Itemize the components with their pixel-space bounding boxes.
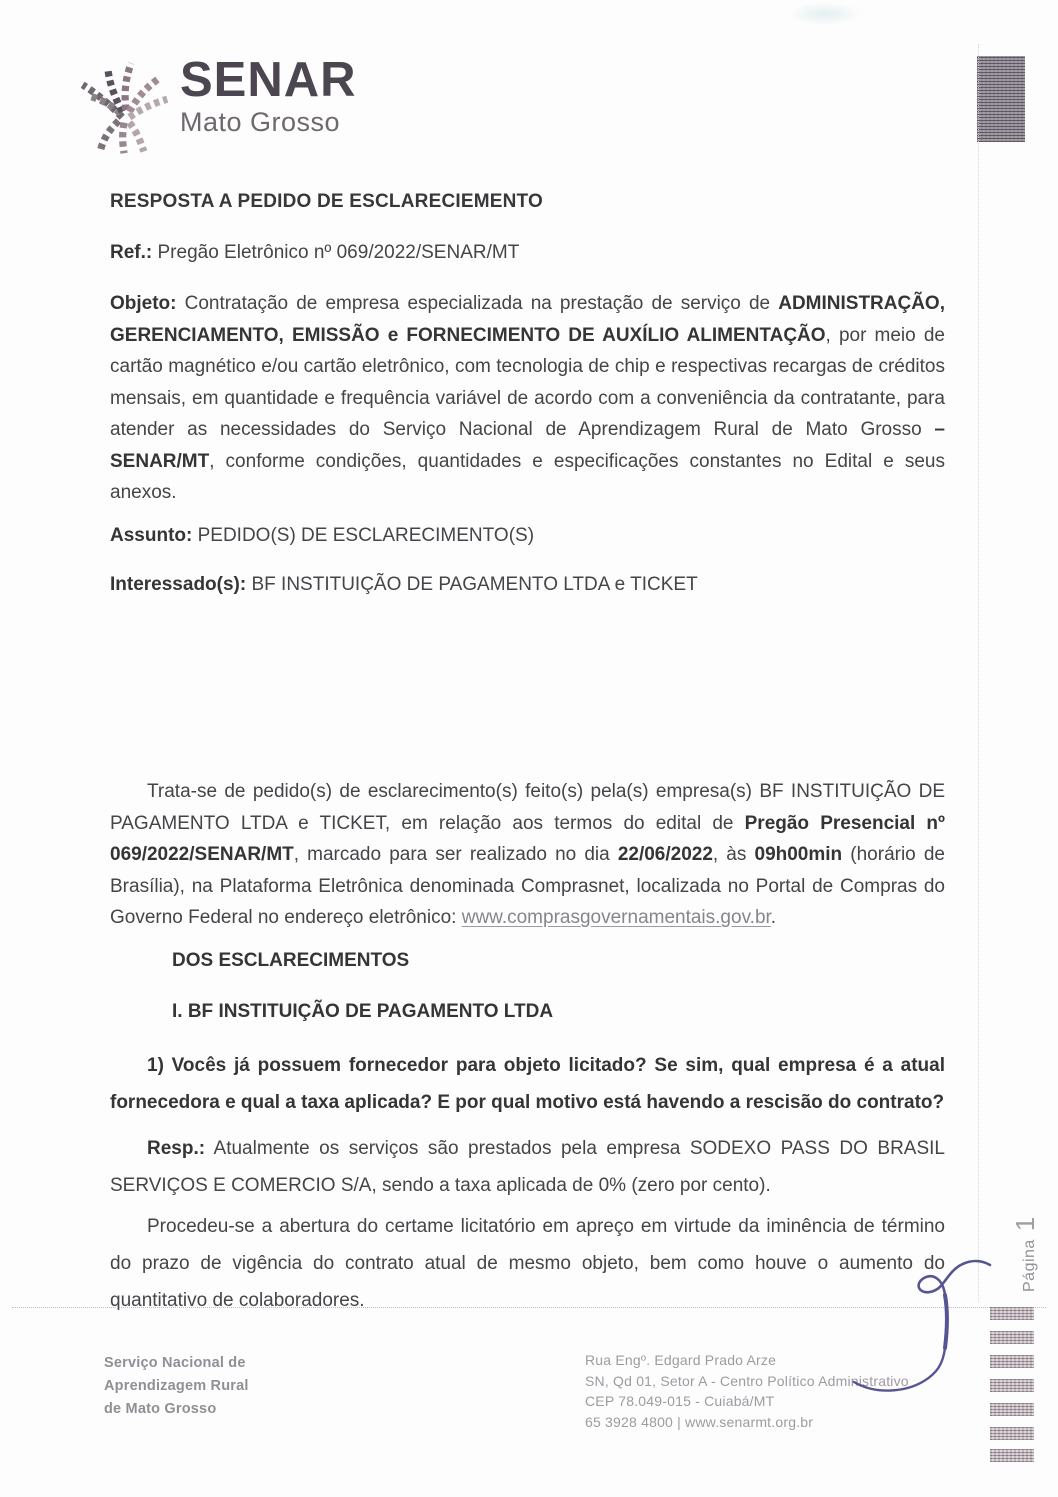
text-segment: , conforme condições, quantidades e especificações constantes no Edital e seus anexos. [110, 450, 945, 503]
text-segment: . [770, 907, 777, 928]
text-segment: Resp.: [147, 1138, 206, 1159]
barcode-stripe [990, 1307, 1034, 1320]
senar-wheat-icon [70, 46, 178, 156]
footer-organization [104, 1352, 249, 1421]
footer-address-line: CEP 78.049-015 - Cuiabá/MT [585, 1393, 775, 1409]
text-segment: BF INSTITUIÇÃO DE PAGAMENTO LTDA e TICKET [246, 574, 698, 595]
barcode-stripe [990, 1331, 1034, 1344]
section-heading-esclarecimentos: DOS ESCLARECIMENTOS [172, 950, 410, 971]
text-segment: , às [712, 844, 755, 865]
text-segment: Trata-se de pedido(s) de esclarecimento(s) feito(s) pela(s) empresa(s) BF INSTITUIÇÃO DE PAGAMENTO LTDA e TICKET, em relação aos termos do edital de [110, 781, 945, 834]
scan-smudge-artifact [788, 2, 862, 26]
footer-address-line: Rua Engº. Edgard Prado Arze [585, 1352, 777, 1368]
text-segment: Interessado(s): [110, 574, 247, 595]
text-segment: , por meio de cartão magnético e/ou cartão eletrônico, com tecnologia de chip e respectivas recargas de créditos mensais, em quantidade e frequência variável de acordo com a conveniência da contratante, para atender as necessidades do Serviço Nacional de Aprendizagem Rural de Mato Grosso [110, 324, 945, 440]
text-segment: Atualmente os serviços são prestados pela empresa SODEXO PASS DO BRASIL SERVIÇOS E COMERCIO S/A, sendo a taxa aplicada de 0% (zero por cento). [110, 1138, 945, 1196]
document-title: RESPOSTA A PEDIDO DE ESCLARECIEMENTO [110, 191, 543, 212]
scan-edge-dotted-line [978, 44, 979, 1302]
dotted-separator-line [12, 1307, 1046, 1308]
text-segment: – SENAR/MT [110, 419, 945, 472]
footer-address [585, 1350, 909, 1432]
footer-org-line: de Mato Grosso [104, 1401, 217, 1417]
answer-1-continuation-paragraph [110, 1208, 945, 1319]
text-segment: Objeto: [110, 293, 177, 314]
barcode-stripe [990, 1449, 1034, 1462]
footer-address-line: 65 3928 4800 | www.senarmt.org.br [585, 1413, 814, 1430]
interessados-line [110, 574, 945, 596]
text-segment: , marcado para ser realizado no dia [293, 844, 618, 865]
assunto-line [110, 525, 945, 547]
footer-org-line: Serviço Nacional de [104, 1355, 246, 1371]
barcode-stripe [990, 1427, 1034, 1440]
barcode-stripe [990, 1379, 1034, 1392]
text-segment: Contratação de empresa especializada na prestação de serviço de [176, 293, 779, 314]
footer-address-line: SN, Qd 01, Setor A - Centro Político Administrativo [585, 1372, 909, 1389]
objeto-paragraph [110, 288, 945, 509]
text-segment: 09h00min [754, 844, 843, 865]
brand-name: SENAR [180, 53, 357, 107]
page-number-indicator [1010, 1216, 1041, 1292]
text-segment: (horário de Brasília), na Plataforma Eletrônica denominada Comprasnet, localizada no Portal de Compras do Governo Federal no endereço eletrônico: [110, 844, 945, 928]
text-segment: Assunto: [110, 525, 193, 546]
scan-edge-block-artifact [977, 56, 1025, 142]
text-segment: 22/06/2022 [617, 844, 713, 865]
text-segment: PEDIDO(S) DE ESCLARECIMENTO(S) [192, 525, 535, 546]
section-heading-bf: I. BF INSTITUIÇÃO DE PAGAMENTO LTDA [172, 1001, 554, 1022]
footer-org-line: Aprendizagem Rural [104, 1378, 249, 1394]
text-segment: Ref.: [110, 242, 153, 263]
answer-1-paragraph [110, 1130, 945, 1204]
question-1-paragraph [110, 1047, 945, 1121]
text-segment: ADMINISTRAÇÃO, GERENCIAMENTO, EMISSÃO e FORNECIMENTO DE AUXÍLIO ALIMENTAÇÃO [110, 293, 945, 346]
url-link[interactable]: www.comprasgovernamentais.gov.br [461, 907, 771, 928]
brand-block [180, 53, 357, 137]
intro-paragraph [110, 776, 945, 934]
text-segment: Pregão Presencial nº 069/2022/SENAR/MT [110, 812, 945, 865]
barcode-stripe [990, 1403, 1034, 1416]
text-segment: Procedeu-se a abertura do certame licitatório em apreço em virtude da iminência de término do prazo de vigência do contrato atual de mesmo objeto, bem como houve o aumento do quantitativo de colaboradores. [110, 1216, 945, 1311]
brand-region: Mato Grosso [180, 107, 341, 137]
text-segment: 1) Vocês já possuem fornecedor para objeto licitado? Se sim, qual empresa é a atual fornecedora e qual a taxa aplicada? E por qual motivo está havendo a rescisão do contrato? [110, 1055, 945, 1113]
text-segment: Pregão Eletrônico nº 069/2022/SENAR/MT [152, 242, 520, 263]
page-number-value: 1 [1010, 1216, 1040, 1232]
ref-line [110, 242, 945, 264]
page-number-label: Página [1021, 1239, 1038, 1292]
barcode-stripe [990, 1355, 1034, 1368]
